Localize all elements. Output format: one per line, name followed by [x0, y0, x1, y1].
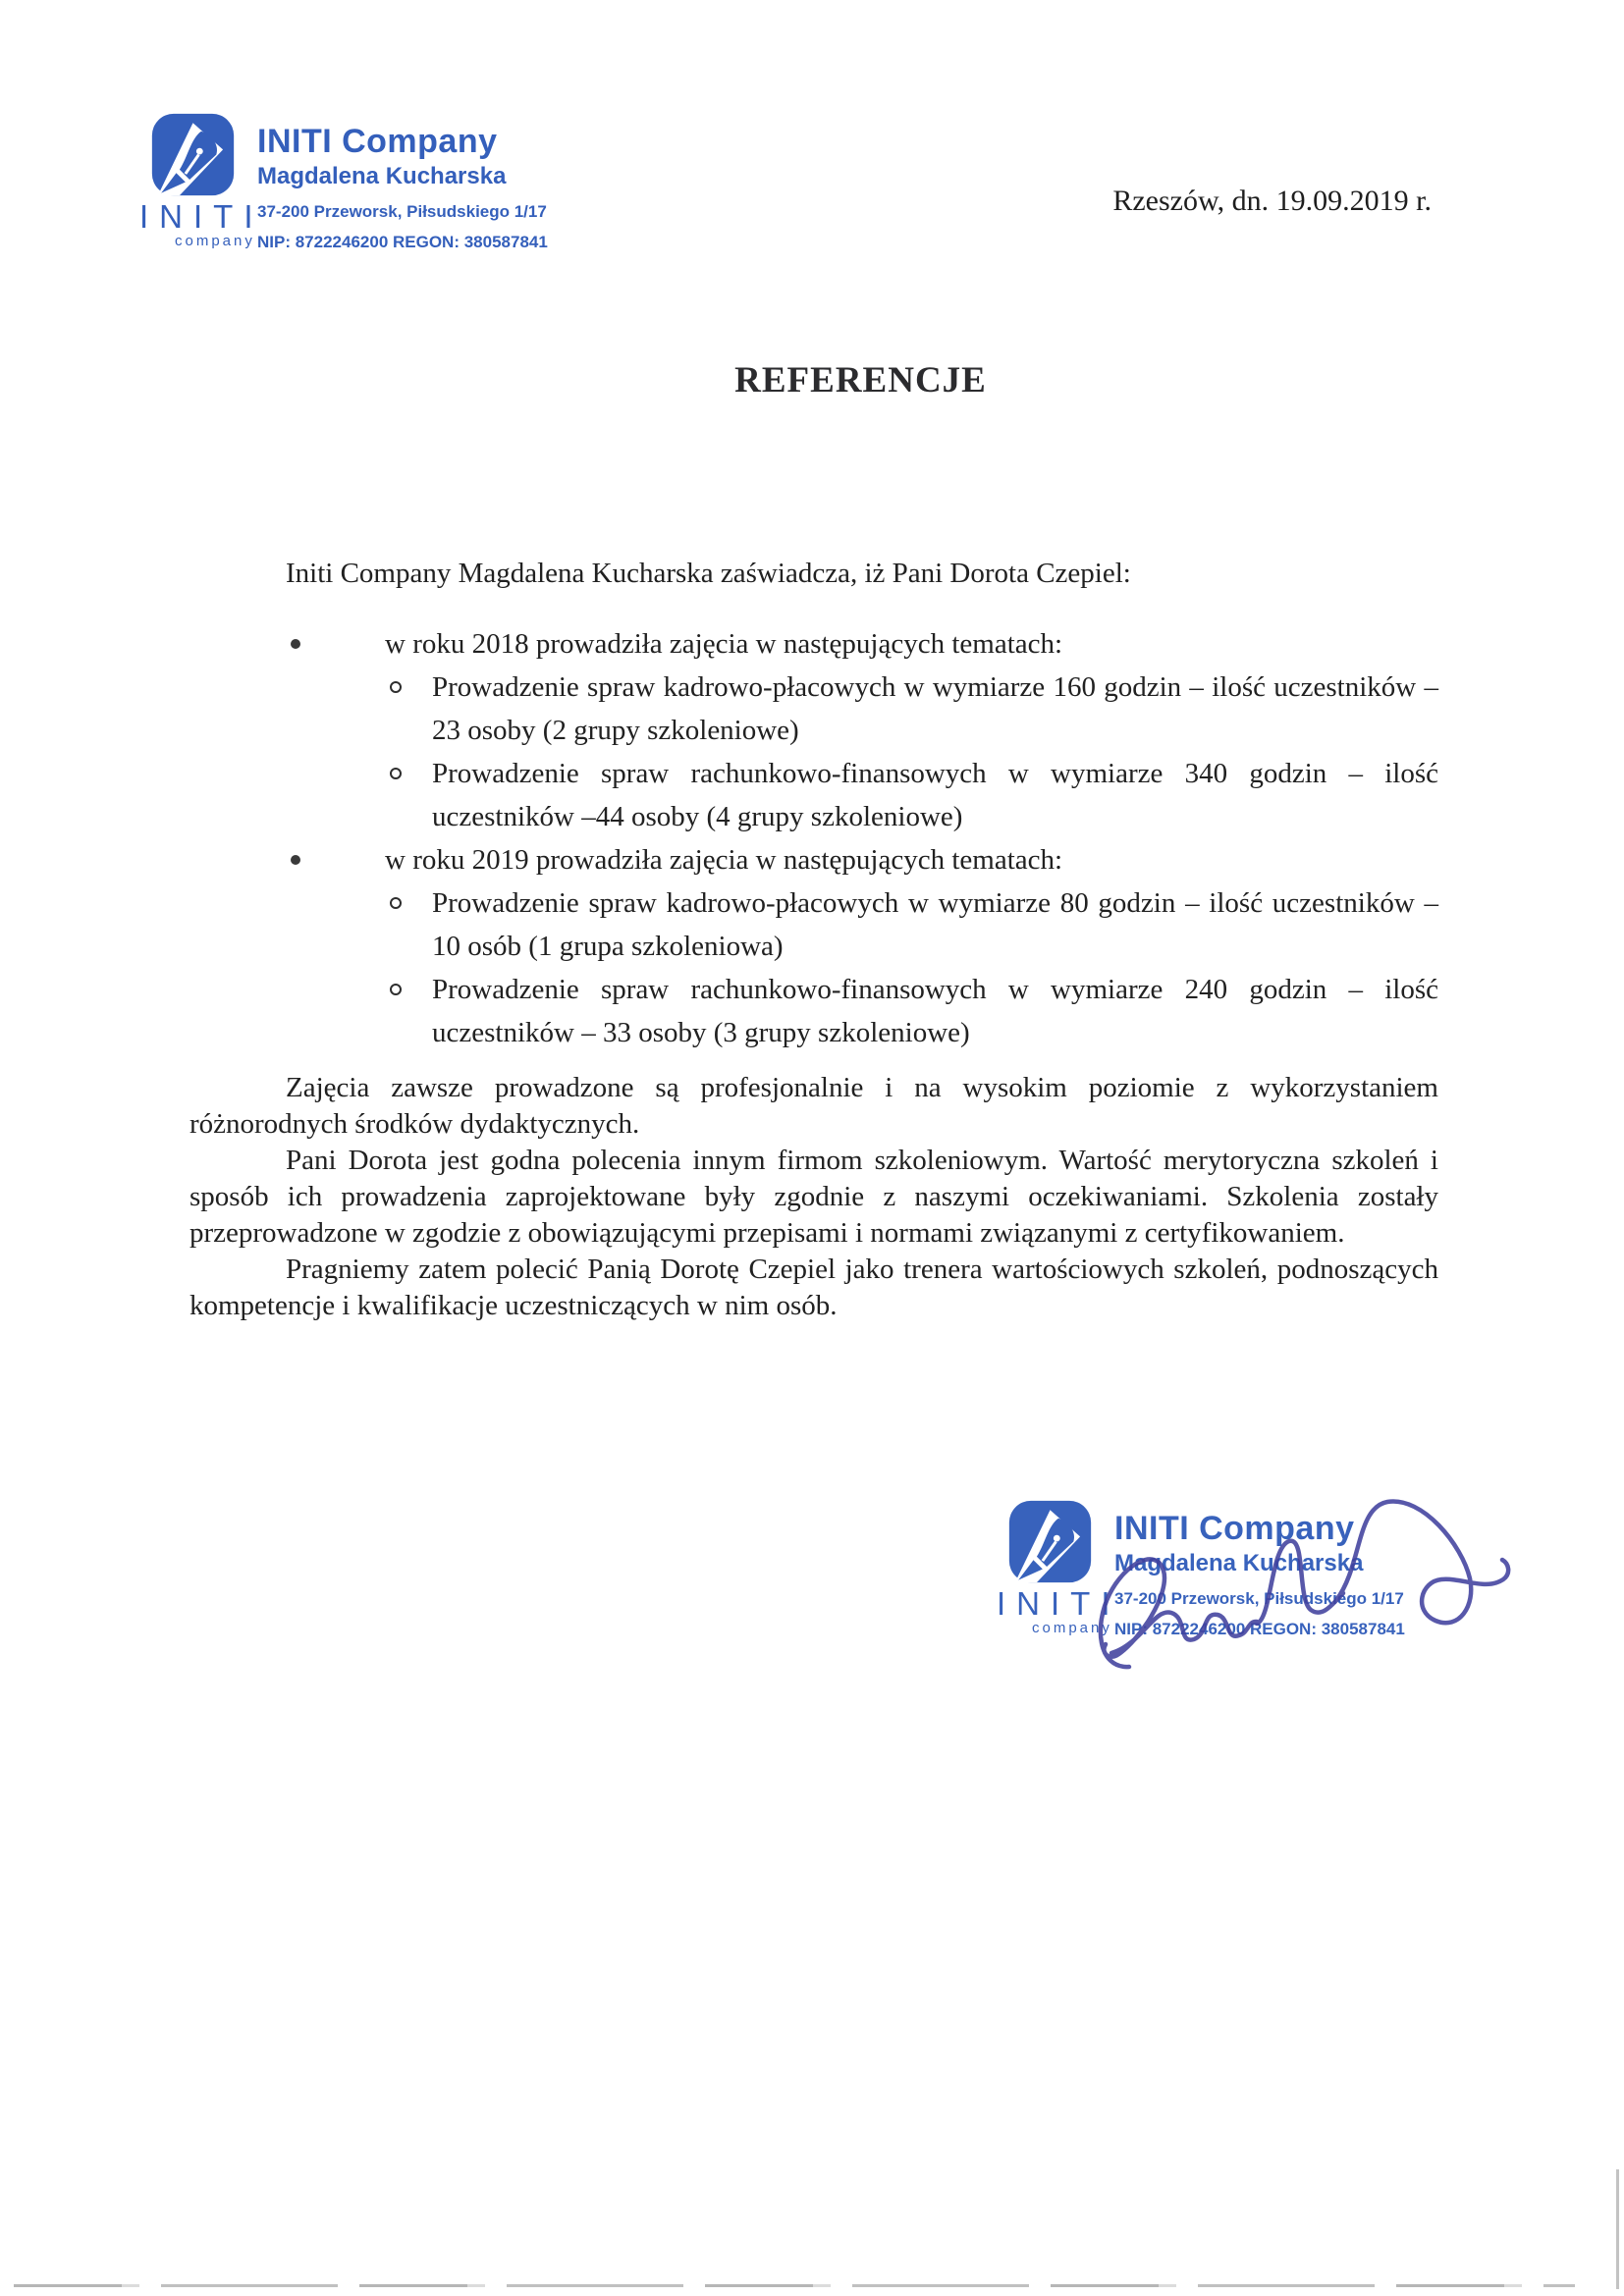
training-list	[189, 622, 1438, 1054]
logo-wordmark: INITI	[139, 198, 264, 235]
list-item-year-2018	[189, 622, 1438, 666]
intro-paragraph: Initi Company Magdalena Kucharska zaświadcza, iż Pani Dorota Czepiel:	[286, 558, 1131, 589]
bullet-dot-icon	[291, 855, 300, 865]
list-item-year-2019	[189, 838, 1438, 881]
date-line: Rzeszów, dn. 19.09.2019 r.	[1112, 185, 1432, 217]
sublist-item	[189, 752, 1438, 838]
document-title: REFERENCJE	[734, 360, 987, 400]
sublist-item-text: Prowadzenie spraw kadrowo-płacowych w wymiarze 160 godzin – ilość uczestników – 23 osoby (2 grupy szkoleniowe)	[432, 671, 1438, 746]
scan-artifact-edge	[1616, 2169, 1619, 2289]
stamp-brand-name: INITI Company	[257, 123, 498, 160]
logo-column	[137, 113, 264, 249]
stamp-address: 37-200 Przeworsk, Piłsudskiego 1/17	[1114, 1589, 1404, 1609]
stamp-tax-ids: NIP: 8722246200 REGON: 380587841	[257, 232, 548, 251]
bullet-circle-icon	[390, 984, 402, 995]
stamp-owner-name: Magdalena Kucharska	[1114, 1549, 1364, 1576]
logo-wordmark-sub: company	[175, 233, 255, 249]
sublist-item-text: Prowadzenie spraw rachunkowo-finansowych w wymiarze 240 godzin – ilość uczestników – 33 osoby (3 grupy szkoleniowe)	[432, 974, 1438, 1048]
logo-wordmark: INITI	[997, 1585, 1121, 1622]
letter-body	[189, 556, 1438, 1324]
sublist-item-text: Prowadzenie spraw kadrowo-płacowych w wymiarze 80 godzin – ilość uczestników – 10 osób (1 grupa szkoleniowa)	[432, 887, 1438, 962]
handwritten-signature	[1053, 1484, 1534, 1690]
stamp-tax-ids: NIP: 8722246200 REGON: 380587841	[1114, 1619, 1405, 1638]
sublist-item-text: Prowadzenie spraw rachunkowo-finansowych w wymiarze 340 godzin – ilość uczestników –44 osoby (4 grupy szkoleniowe)	[432, 758, 1438, 832]
sublist-item	[189, 881, 1438, 968]
paragraph: Pragniemy zatem polecić Panią Dorotę Czepiel jako trenera wartościowych szkoleń, podnoszących kompetencje i kwalifikacje uczestniczących w nim osób.	[189, 1254, 1438, 1321]
stamp-text-column	[247, 113, 548, 252]
sublist-item	[189, 666, 1438, 752]
paragraph: Pani Dorota jest godna polecenia innym firmom szkoleniowym. Wartość merytoryczna szkoleń i sposób ich prowadzenia zaprojektowane były zgodnie z naszymi oczekiwaniami. Szkolenia zostały przeprowadzone w zgodzie z obowiązującymi przepisami i normami związanymi z certyfikowaniem.	[189, 1145, 1438, 1249]
bullet-circle-icon	[390, 897, 402, 909]
stamp-brand-name: INITI Company	[1114, 1510, 1355, 1547]
bullet-dot-icon	[291, 639, 300, 649]
company-stamp-header	[137, 113, 548, 252]
closing-paragraphs	[189, 1070, 1438, 1324]
stamp-address: 37-200 Przeworsk, Piłsudskiego 1/17	[257, 202, 547, 222]
list-item-text: w roku 2019 prowadziła zajęcia w następujących tematach:	[385, 844, 1063, 876]
initi-logo-icon	[151, 113, 235, 196]
logo-wordmark-sub: company	[1032, 1620, 1112, 1636]
stamp-owner-name: Magdalena Kucharska	[257, 162, 507, 189]
paragraph: Zajęcia zawsze prowadzone są profesjonalnie i na wysokim poziomie z wykorzystaniem różnorodnych środków dydaktycznych.	[189, 1072, 1438, 1140]
scan-artifact-line	[14, 2284, 1575, 2287]
list-item-text: w roku 2018 prowadziła zajęcia w następujących tematach:	[385, 628, 1063, 660]
sublist-item	[189, 968, 1438, 1054]
bullet-circle-icon	[390, 768, 402, 779]
bullet-circle-icon	[390, 681, 402, 693]
